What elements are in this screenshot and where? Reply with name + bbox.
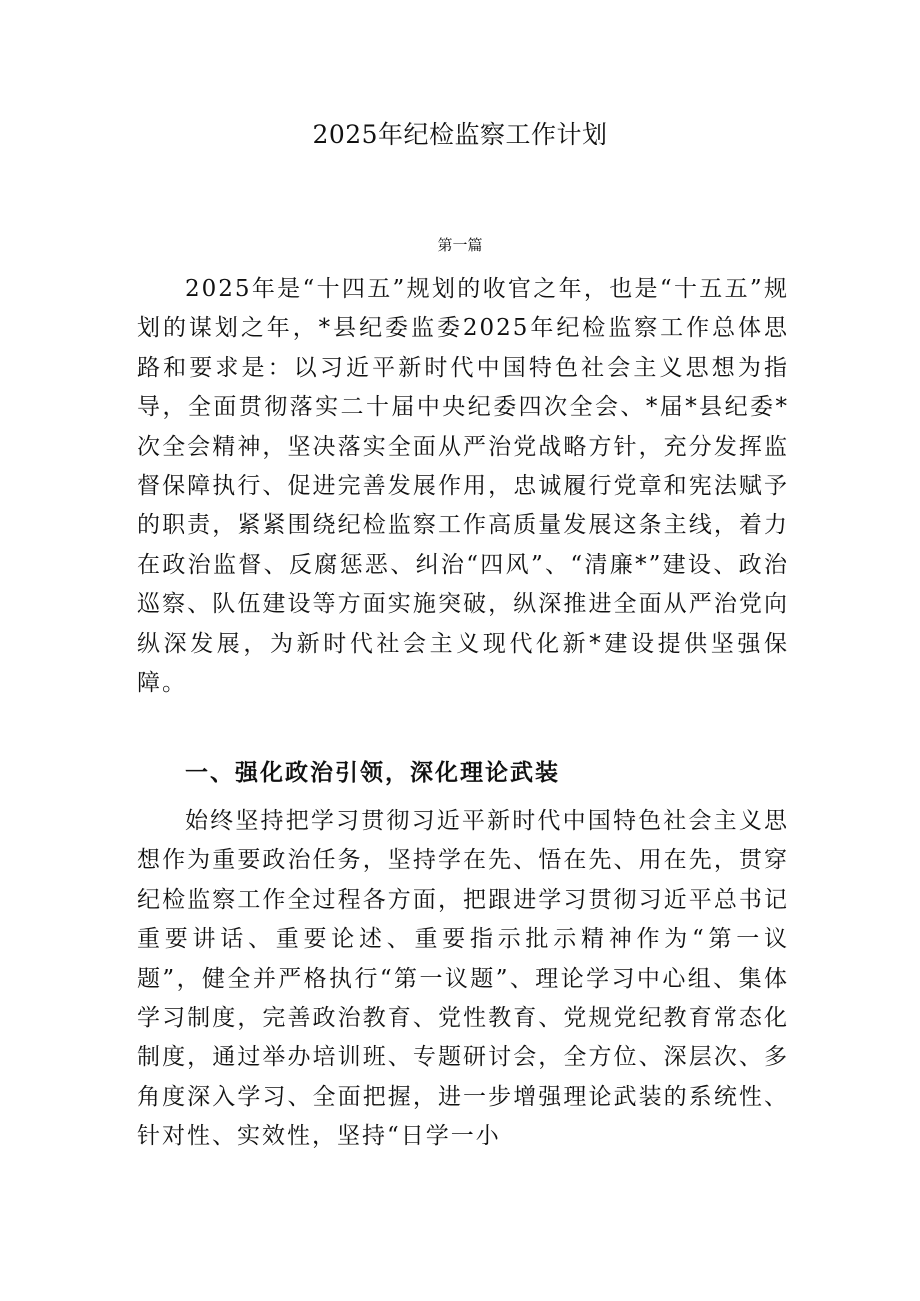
section-paragraph: 始终坚持把学习贯彻习近平新时代中国特色社会主义思想作为重要政治任务，坚持学在先、悟在先、用在先，贯穿纪检监察工作全过程各方面，把跟进学习贯彻习近平总书记重要讲话、重要论述、重要指示批示精神作为“第一议题”，健全并严格执行“第一议题”、理论学习中心组、集体学习制度，完善政治教育、党性教育、党规党纪教育常态化制度，通过举办培训班、专题研讨会，全方位、深层次、多角度深入学习、全面把握，进一步增强理论武装的系统性、针对性、实效性，坚持“日学一小: [137, 808, 789, 1150]
part-label: 第一篇: [437, 236, 483, 254]
intro-paragraph: 2025年是“十四五”规划的收官之年，也是“十五五”规划的谋划之年，*县纪委监委2025年纪检监察工作总体思路和要求是：以习近平新时代中国特色社会主义思想为指导，全面贯彻落实二十届中央纪委四次全会、*届*县纪委*次全会精神，坚决落实全面从严治党战略方针，充分发挥监督保障执行、促进完善发展作用，忠诚履行党章和宪法赋予的职责，紧紧围绕纪检监察工作高质量发展这条主线，着力在政治监督、反腐惩恶、纠治“四风”、“清廉*”建设、政治巡察、队伍建设等方面实施突破，纵深推进全面从严治党向纵深发展，为新时代社会主义现代化新*建设提供坚强保障。: [137, 276, 789, 697]
section-heading: 一、强化政治引领，深化理论武装: [185, 759, 560, 786]
document-title: 2025年纪检监察工作计划: [312, 120, 608, 149]
